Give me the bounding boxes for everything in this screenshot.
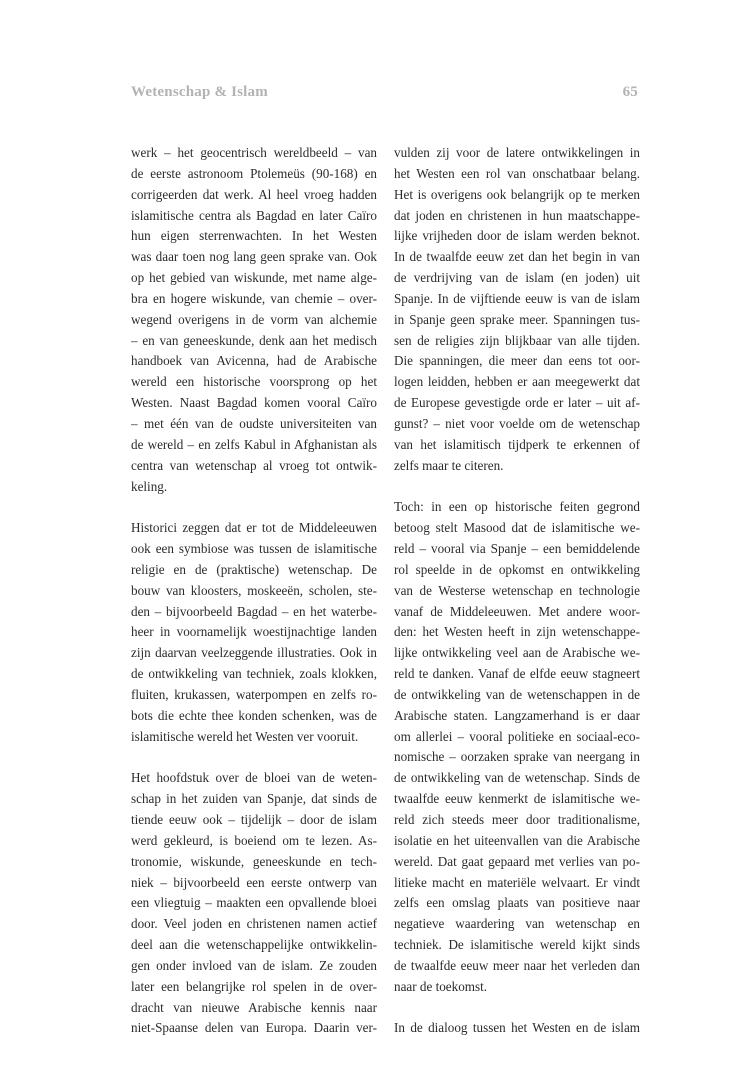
text-line: de eerste astronoom Ptolemeüs (90-168) en <box>131 165 377 181</box>
text-line: betoog stelt Masood dat de islamitische we- <box>394 520 640 536</box>
text-line: zelfs maar te citeren. <box>394 457 504 473</box>
text-line: logen leidden, hebben er aan meegewerkt dat <box>394 374 640 390</box>
text-line: corrigeerden dat werk. Al heel vroeg hadden <box>131 186 377 202</box>
text-line: vulden zij voor de latere ontwikkelingen in <box>394 145 640 160</box>
text-line: de verdrijving van de islam (en joden) uit <box>394 270 640 286</box>
text-line: religie en de (praktische) wetenschap. De <box>131 561 377 577</box>
text-line: deel aan die wetenschappelijke ontwikkelin- <box>131 937 377 953</box>
text-line: In de twaalfde eeuw zet dan het begin in van <box>394 249 640 265</box>
text-line: op het gebied van wiskunde, met name alge- <box>131 270 377 286</box>
text-line: een vliegtuig – maakten een opvallende bloei <box>131 895 377 911</box>
text-line: het Westen een rol van onschatbaar belang. <box>394 165 640 181</box>
text-line: tiende eeuw ook – tijdelijk – door de islam <box>131 812 377 827</box>
text-line: werd gekleurd, is boeiend om te lezen. As- <box>131 832 377 848</box>
paragraph <box>394 497 640 997</box>
text-line: reld te danken. Vanaf de elfde eeuw stagneert <box>394 666 640 682</box>
text-line: schap in het zuiden van Spanje, dat sinds de <box>131 791 377 807</box>
text-line: den: het Westen heeft in zijn wetenschappe- <box>394 624 640 640</box>
text-line: bra en hogere wiskunde, van chemie – over- <box>131 290 377 306</box>
text-line: den – bijvoorbeeld Bagdad – en het waterbe- <box>131 603 377 619</box>
text-line: niek – bijvoorbeeld een eerste ontwerp van <box>131 874 377 890</box>
text-line: van de Westerse wetenschap en technologie <box>394 582 640 598</box>
text-line: Die spanningen, die meer dan eens tot oor- <box>394 353 640 369</box>
text-line: dracht van nieuwe Arabische kennis naar <box>131 999 377 1015</box>
text-line: de twaalfde eeuw meer naar het verleden dan <box>394 957 640 973</box>
text-line: Het hoofdstuk over de bloei van de weten- <box>131 770 377 786</box>
text-line: bouw van kloosters, moskeeën, scholen, ste- <box>131 582 377 598</box>
text-line: vanaf de Middeleeuwen. Met andere woor- <box>394 603 640 619</box>
text-line: islamitische wereld het Westen ver vooruit. <box>131 728 359 744</box>
paragraph <box>131 518 377 747</box>
text-line: litieke macht en materiële welvaart. Er vindt <box>394 874 640 890</box>
text-line: sen de religies zijn blijkbaar van alle tijden. <box>394 332 640 348</box>
text-line: bots die echte thee konden schenken, was de <box>131 707 377 723</box>
text-line: – met één van de oudste universiteiten van <box>131 415 377 431</box>
text-line: heer in voornamelijk woestijnachtige landen <box>131 624 377 640</box>
text-line: door. Veel joden en christenen namen actief <box>131 916 377 932</box>
text-line: gen onder invloed van de islam. Ze zouden <box>131 957 377 973</box>
text-line: wereld een historische voorsprong op het <box>131 374 377 390</box>
text-line: lijke vrijheden door de islam werden beknot. <box>394 228 640 244</box>
text-line: Arabische staten. Langzamerhand is er daar <box>394 707 640 723</box>
text-line: later een belangrijke rol spelen in de over- <box>131 978 377 994</box>
paragraph <box>394 143 640 477</box>
text-line: van het islamitisch tijdperk te erkennen of <box>394 436 640 452</box>
text-line: om allerlei – vooral politieke en sociaal-eco- <box>394 728 640 744</box>
text-line: de ontwikkeling van de wetenschap. Sinds de <box>394 770 640 786</box>
text-line: techniek. De islamitische wereld kijkt sinds <box>394 937 640 953</box>
text-line: was daar toen nog lang geen sprake van. Ook <box>131 249 377 265</box>
paragraph <box>394 1018 640 1039</box>
paragraph-gap <box>131 497 377 518</box>
text-line: nomische – oorzaken sprake van neergang in <box>394 749 640 765</box>
text-line: isolatie en het uiteenvallen van die Arabische <box>394 832 640 848</box>
running-header <box>131 84 638 106</box>
text-line: naar de toekomst. <box>394 978 488 994</box>
left-text-column <box>131 143 377 1039</box>
text-line: Spanje. In de vijftiende eeuw is van de islam <box>394 290 640 306</box>
text-line: hun eigen sterrenwachten. In het Westen <box>131 228 377 244</box>
text-line: in Spanje geen sprake meer. Spanningen tus- <box>394 311 640 327</box>
paragraph-gap <box>394 477 640 498</box>
text-line: handboek van Avicenna, had de Arabische <box>131 353 377 369</box>
text-line: centra van wetenschap al vroeg tot ontwik- <box>131 457 377 473</box>
text-line: lijke ontwikkeling veel aan de Arabische we- <box>394 645 640 661</box>
text-line: Westen. Naast Bagdad komen vooral Caïro <box>131 395 377 411</box>
text-line: zelfs een omslag plaats van positieve naar <box>394 895 640 911</box>
running-title: Wetenschap & Islam <box>131 84 268 100</box>
text-line: zijn daarvan veelzeggende illustraties. Ook in <box>131 645 377 661</box>
text-line: werk – het geocentrisch wereldbeeld – van <box>131 145 377 160</box>
paragraph <box>131 768 377 1039</box>
text-line: Toch: in een op historische feiten gegrond <box>394 499 640 515</box>
page-number: 65 <box>622 84 638 100</box>
text-line: Het is overigens ook belangrijk op te merken <box>394 186 640 202</box>
text-line: dat joden en christenen in hun maatschappe- <box>394 207 640 223</box>
text-line: niet-Spaanse delen van Europa. Daarin ver- <box>131 1020 377 1036</box>
text-line: wereld. Dat gaat gepaard met verlies van po- <box>394 853 640 869</box>
text-line: – en van geneeskunde, denk aan het medisch <box>131 332 377 348</box>
text-line: reld – vooral via Spanje – een bemiddelende <box>394 541 640 557</box>
text-line: gunst? – niet voor voelde om de wetenschap <box>394 415 640 431</box>
text-line: keling. <box>131 478 168 494</box>
paragraph <box>131 143 377 497</box>
text-line: ook een symbiose was tussen de islamitische <box>131 541 377 557</box>
text-line: de wereld – en zelfs Kabul in Afghanistan als <box>131 436 377 452</box>
text-line: wegend overigens in de vorm van alchemie <box>131 311 377 327</box>
text-line: fluiten, krukassen, waterpompen en zelfs ro- <box>131 686 377 702</box>
text-line: negatieve waardering van wetenschap en <box>394 916 640 932</box>
text-line: de Europese gevestigde orde er later – uit af- <box>394 395 640 411</box>
text-line: reld zich steeds meer door traditionalisme, <box>394 812 640 827</box>
text-line: tronomie, wiskunde, geneeskunde en tech- <box>131 853 377 869</box>
text-line: twaalfde eeuw kenmerkt de islamitische we- <box>394 791 640 807</box>
text-line: de ontwikkeling van techniek, zoals klokken, <box>131 666 377 682</box>
paragraph-gap <box>394 998 640 1019</box>
text-line: de ontwikkeling van de wetenschappen in de <box>394 686 640 702</box>
text-line: islamitische centra als Bagdad en later Caïro <box>131 207 377 223</box>
text-line: Historici zeggen dat er tot de Middeleeuwen <box>131 520 377 536</box>
text-line: rol speelde in de opkomst en ontwikkeling <box>394 561 640 577</box>
paragraph-gap <box>131 747 377 768</box>
right-text-column <box>394 143 640 1039</box>
text-line: In de dialoog tussen het Westen en de islam <box>394 1020 640 1036</box>
